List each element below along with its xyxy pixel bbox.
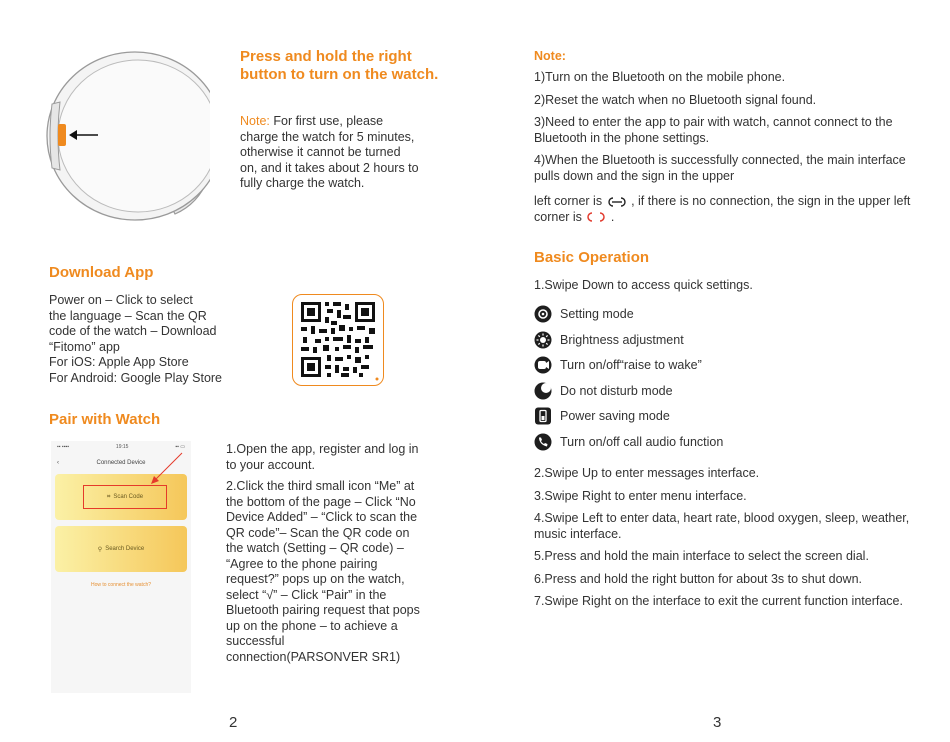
note-item: 2)Reset the watch when no Bluetooth signal found.: [534, 92, 817, 107]
note-title: Note:: [534, 49, 566, 63]
quick-setting-item: [534, 382, 834, 400]
app-screenshot: [51, 441, 191, 693]
operation-item: 4.Swipe Left to enter data, heart rate, blood oxygen, sleep, weather, music interface.: [534, 511, 910, 541]
page-number-right: 3: [713, 714, 722, 731]
download-line: “Fitomo” app: [49, 339, 120, 354]
page-number-left: 2: [229, 714, 238, 731]
operation-item: 7.Swipe Right on the interface to exit the current function interface.: [534, 594, 903, 608]
search-device-card[interactable]: [55, 526, 187, 572]
download-line: For Android: Google Play Store: [49, 370, 223, 385]
download-instructions: [49, 293, 269, 386]
call-audio-icon: [534, 433, 552, 451]
bluetooth-notes: [534, 70, 914, 232]
back-icon[interactable]: ‹: [57, 460, 59, 466]
quick-setting-item: [534, 356, 834, 374]
quick-settings-list: [534, 305, 834, 459]
note-text: For first use, please charge the watch for 5 minutes, otherwise it cannot be turned on, and it takes about 2 hours to fully charge the watch.: [240, 114, 419, 190]
quick-setting-label: Do not disturb mode: [560, 383, 673, 398]
watch-side-illustration: [40, 44, 210, 224]
quick-setting-item: [534, 331, 834, 349]
quick-setting-item: [534, 407, 834, 425]
note-item: 1)Turn on the Bluetooth on the mobile phone.: [534, 70, 786, 84]
note5-end: .: [610, 209, 615, 224]
quick-setting-item: [534, 433, 834, 451]
quick-setting-label: Power saving mode: [560, 409, 670, 424]
phone-status-bar: ▪▪ ▪▪▪▪ 19:15 ▪▪ ▭: [57, 444, 185, 450]
pair-steps: [226, 442, 426, 671]
moon-icon: [534, 382, 552, 400]
download-line: code of the watch – Download: [49, 324, 217, 338]
brightness-icon: [534, 331, 552, 349]
operations-list: [534, 466, 914, 617]
basic-operation-heading: Basic Operation: [534, 249, 650, 266]
first-use-note: [240, 114, 420, 192]
quick-setting-label: Setting mode: [560, 307, 634, 321]
power-saving-icon: [534, 407, 552, 425]
disconnected-sign-icon: [585, 211, 607, 223]
pair-with-watch-heading: Pair with Watch: [49, 411, 161, 428]
pair-step: 2.Click the third small icon “Me” at the bottom of the page – Click “No Device Added” – “Click to scan the QR code”– Scan the QR code on the watch (Setting – QR code) – “Agree to the phone pairing request?” pops up on the watch, select “√” – Click “Pair” in the Bluetooth pairing request that pops up on the phone – to achieve a successful connection(PARSONVER SR1): [226, 479, 420, 664]
download-line: For iOS: Apple App Store: [49, 355, 189, 369]
scan-code-label: Scan Code: [113, 494, 144, 500]
help-link[interactable]: How to connect the watch?: [90, 582, 152, 588]
note-item: 3)Need to enter the app to pair with watch, cannot connect to the Bluetooth in the phone settings.: [534, 115, 893, 145]
operation-item: 3.Swipe Right to enter menu interface.: [534, 488, 747, 503]
quick-setting-item: [534, 305, 834, 323]
setting-mode-icon: [534, 305, 552, 323]
basic-intro: 1.Swipe Down to access quick settings.: [534, 278, 753, 292]
note5-middle: , if there is no connection, the sign in the upper left corner is: [534, 194, 911, 224]
download-line: Power on – Click to select: [49, 293, 193, 307]
qr-code-icon: [293, 295, 382, 384]
raise-to-wake-icon: [534, 356, 552, 374]
download-app-heading: Download App: [49, 264, 154, 281]
note5-before: left corner is: [534, 194, 603, 208]
press-hold-heading: Press and hold the right button to turn on the watch.: [240, 48, 439, 83]
qr-code: [292, 294, 384, 386]
search-device-label: Search Device: [105, 546, 145, 552]
connected-sign-icon: [606, 196, 628, 208]
operation-item: 5.Press and hold the main interface to select the screen dial.: [534, 549, 869, 563]
scan-icon: ⌗: [106, 493, 111, 500]
operation-item: 6.Press and hold the right button for about 3s to shut down.: [534, 571, 862, 586]
quick-setting-label: Turn on/off“raise to wake”: [560, 358, 702, 373]
pair-step: 1.Open the app, register and log in to your account.: [226, 442, 419, 472]
quick-setting-label: Turn on/off call audio function: [560, 434, 724, 449]
note-item-icons: [534, 194, 914, 225]
download-line: the language – Scan the QR: [49, 308, 207, 323]
note-label: Note:: [240, 114, 270, 128]
operation-item: 2.Swipe Up to enter messages interface.: [534, 466, 760, 480]
quick-setting-label: Brightness adjustment: [560, 332, 684, 347]
search-icon: ⚲: [97, 546, 103, 553]
phone-header-title: Connected Device: [96, 460, 146, 466]
note-item: 4)When the Bluetooth is successfully connected, the main interface pulls down and the sign in the upper: [534, 153, 906, 183]
red-arrow-icon: [146, 451, 186, 491]
